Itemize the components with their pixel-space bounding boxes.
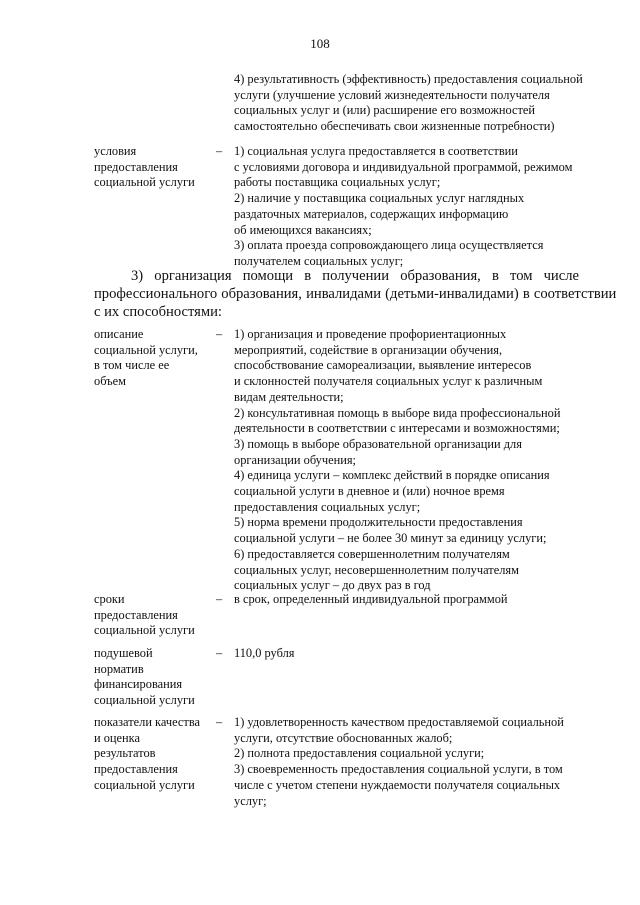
intro-item4-text	[234, 72, 594, 135]
terms-label	[94, 592, 224, 639]
paragraph-line: с их способностями:	[94, 303, 222, 320]
value-line: способствование самореализации, выявление интересов	[234, 358, 532, 373]
value-line: организации обучения;	[234, 452, 356, 467]
value-line: об имеющихся вакансиях;	[234, 222, 372, 237]
label-line: социальной услуги	[94, 777, 195, 792]
value-line: деятельности в соответствии с интересами и возможностями;	[234, 421, 560, 436]
value-line: 3) помощь в выборе образовательной организации для	[234, 436, 522, 451]
value-line: услуг;	[234, 793, 267, 808]
value-line: числе с учетом степени нуждаемости получателя социальных	[234, 777, 561, 792]
conditions-label	[94, 144, 224, 191]
quality-label	[94, 715, 224, 794]
label-line: норматив	[94, 661, 144, 676]
label-line: предоставления	[94, 607, 178, 622]
terms-value	[234, 592, 594, 608]
label-line: и оценка	[94, 730, 141, 745]
terms-dash: –	[216, 592, 223, 606]
value-line: 6) предоставляется совершеннолетним получателям	[234, 546, 510, 561]
quality-dash: –	[216, 715, 223, 729]
financing-dash: –	[216, 646, 223, 660]
paragraph-line: 3) организация помощи в получении образования, в том числе	[131, 268, 579, 284]
label-line: условия	[94, 144, 137, 158]
value-line: 1) удовлетворенность качеством предоставляемой социальной	[234, 715, 564, 729]
conditions-value	[234, 144, 594, 270]
intro-line: 4) результативность (эффективность) предоставления социальной	[234, 72, 583, 86]
label-line: объем	[94, 374, 126, 389]
value-line: социальных услуг, несовершеннолетним получателям	[234, 562, 519, 577]
conditions-dash: –	[216, 144, 223, 158]
value-line: 1) социальная услуга предоставляется в соответствии	[234, 144, 518, 158]
value-line: 110,0 рубля	[234, 646, 295, 660]
quality-value	[234, 715, 594, 809]
intro-line: самостоятельно обеспечивать свои жизненные потребности)	[234, 119, 555, 134]
value-line: социальной услуги в дневное и (или) ночное время	[234, 484, 505, 499]
label-line: подушевой	[94, 646, 153, 660]
label-line: социальной услуги,	[94, 342, 198, 357]
value-line: мероприятий, содействие в организации обучения,	[234, 342, 503, 357]
label-line: социальной услуги	[94, 623, 195, 638]
label-line: результатов	[94, 746, 156, 761]
intro-line: социальных услуг и (или) расширение его возможностей	[234, 103, 536, 118]
value-line: в срок, определенный индивидуальной программой	[234, 592, 508, 606]
description-label	[94, 327, 224, 390]
label-line: в том числе ее	[94, 358, 170, 373]
financing-value	[234, 646, 594, 662]
section-3-paragraph	[94, 268, 617, 321]
value-line: видам деятельности;	[234, 389, 344, 404]
value-line: социальной услуги – не более 30 минут за единицу услуги;	[234, 531, 547, 546]
description-dash: –	[216, 327, 223, 341]
value-line: 2) полнота предоставления социальной услуги;	[234, 746, 485, 761]
label-line: сроки	[94, 592, 125, 606]
label-line: предоставления	[94, 159, 178, 174]
paragraph-line: профессионального образования, инвалидами (детьми-инвалидами) в соответствии	[94, 285, 617, 302]
label-line: описание	[94, 327, 144, 341]
value-line: раздаточных материалов, содержащих информацию	[234, 206, 509, 221]
value-line: работы поставщика социальных услуг;	[234, 175, 441, 190]
financing-label	[94, 646, 224, 709]
value-line: 5) норма времени продолжительности предоставления	[234, 515, 523, 530]
page-number: 108	[310, 36, 330, 51]
value-line: 2) консультативная помощь в выборе вида профессиональной	[234, 405, 561, 420]
value-line: 4) единица услуги – комплекс действий в порядке описания	[234, 468, 550, 483]
value-line: предоставления социальных услуг;	[234, 499, 421, 514]
value-line: с условиями договора и индивидуальной программой, режимом	[234, 159, 573, 174]
value-line: услуги, отсутствие обоснованных жалоб;	[234, 730, 453, 745]
value-line: 3) оплата проезда сопровождающего лица осуществляется	[234, 238, 544, 253]
description-value	[234, 327, 594, 594]
label-line: предоставления	[94, 762, 178, 777]
value-line: 3) своевременность предоставления социальной услуги, в том	[234, 762, 563, 777]
value-line: и склонностей получателя социальных услуг к различным	[234, 374, 543, 389]
value-line: социальных услуг – до двух раз в год	[234, 578, 431, 593]
intro-line: услуги (улучшение условий жизнедеятельности получателя	[234, 87, 550, 102]
value-line: 2) наличие у поставщика социальных услуг наглядных	[234, 191, 525, 206]
label-line: финансирования	[94, 677, 183, 692]
value-line: получателем социальных услуг;	[234, 253, 404, 268]
label-line: социальной услуги	[94, 693, 195, 708]
value-line: 1) организация и проведение профориентационных	[234, 327, 507, 341]
label-line: социальной услуги	[94, 175, 195, 190]
label-line: показатели качества	[94, 715, 201, 729]
